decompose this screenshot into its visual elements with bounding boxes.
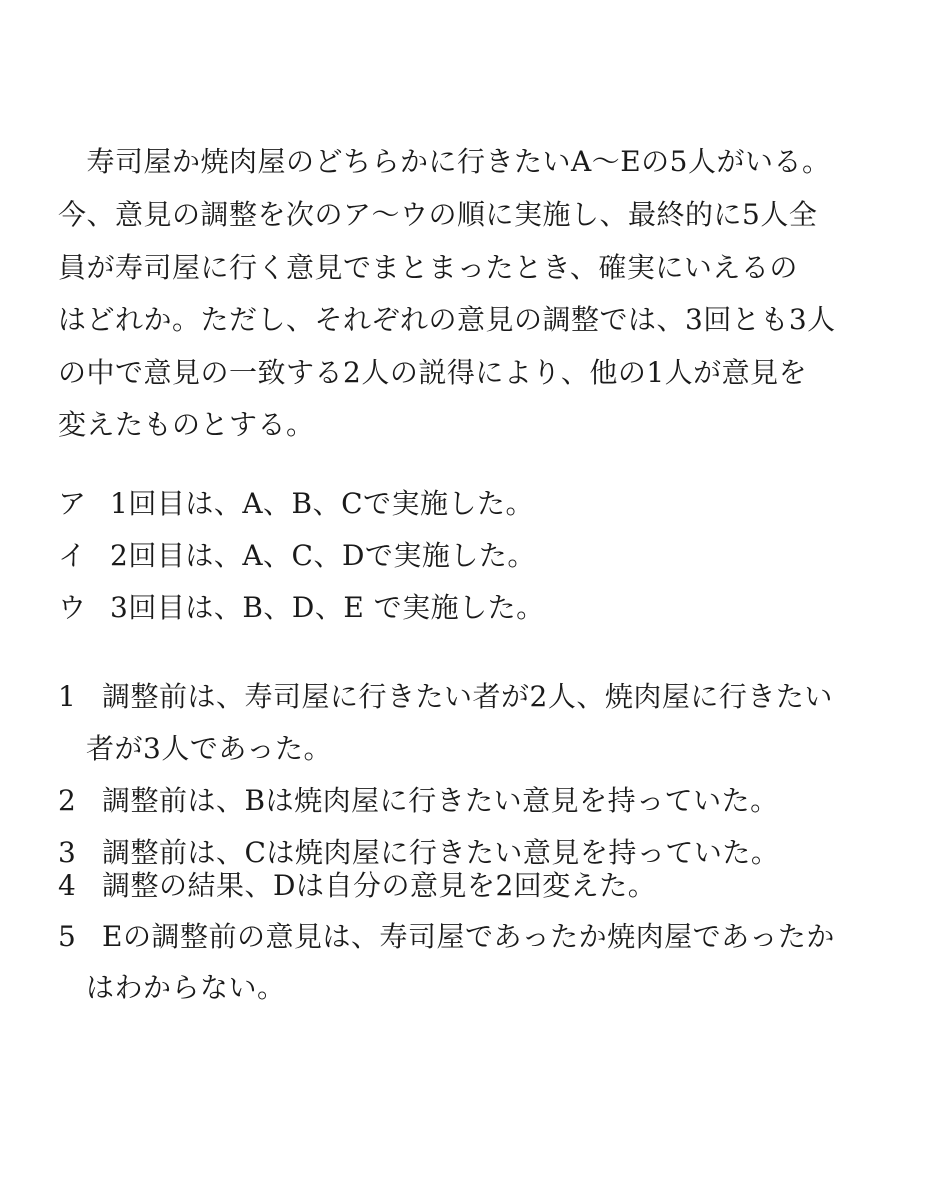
choice-text: 調整の結果、Dは自分の意見を2回変えた。 <box>102 869 657 902</box>
condition-text: 1回目は、A、B、Cで実施した。 <box>110 487 535 520</box>
condition-u <box>58 588 545 628</box>
problem-line-2: 今、意見の調整を次のア〜ウの順に実施し、最終的に5人全 <box>58 198 818 231</box>
condition-i <box>58 536 536 576</box>
choice-text: 調整前は、Bは焼肉屋に行きたい意見を持っていた。 <box>102 784 779 817</box>
choice-number: 4 <box>58 869 77 902</box>
choice-text: 調整前は、Cは焼肉屋に行きたい意見を持っていた。 <box>102 836 780 869</box>
condition-text: 3回目は、B、D、E で実施した。 <box>110 591 545 624</box>
choice-number: 3 <box>58 836 77 869</box>
choice-text: Eの調整前の意見は、寿司屋であったか焼肉屋であったか <box>102 920 835 953</box>
problem-line-3: 員が寿司屋に行く意見でまとまったとき、確実にいえるの <box>58 251 798 284</box>
problem-line-4: はどれか。ただし、それぞれの意見の調整では、3回とも3人 <box>58 303 836 336</box>
condition-label: イ <box>58 539 87 572</box>
condition-a <box>58 484 534 524</box>
choice-4[interactable] <box>58 866 656 906</box>
choice-5-continuation: はわからない。 <box>86 971 286 1004</box>
choice-1[interactable] <box>58 677 833 717</box>
problem-line-6: 変えたものとする。 <box>58 408 315 441</box>
choice-text: 調整前は、寿司屋に行きたい者が2人、焼肉屋に行きたい <box>102 680 833 713</box>
choice-number: 2 <box>58 784 77 817</box>
choice-number: 5 <box>58 920 77 953</box>
condition-label: ア <box>58 487 87 520</box>
condition-text: 2回目は、A、C、Dで実施した。 <box>110 539 536 572</box>
problem-line-5: の中で意見の一致する2人の説得により、他の1人が意見を <box>58 356 808 389</box>
choice-number: 1 <box>58 680 77 713</box>
choice-5[interactable] <box>58 917 835 957</box>
problem-line-1: 寿司屋か焼肉屋のどちらかに行きたいA〜Eの5人がいる。 <box>58 145 831 178</box>
choice-1-continuation: 者が3人であった。 <box>86 732 333 765</box>
condition-label: ウ <box>58 591 87 624</box>
choice-2[interactable] <box>58 781 779 821</box>
